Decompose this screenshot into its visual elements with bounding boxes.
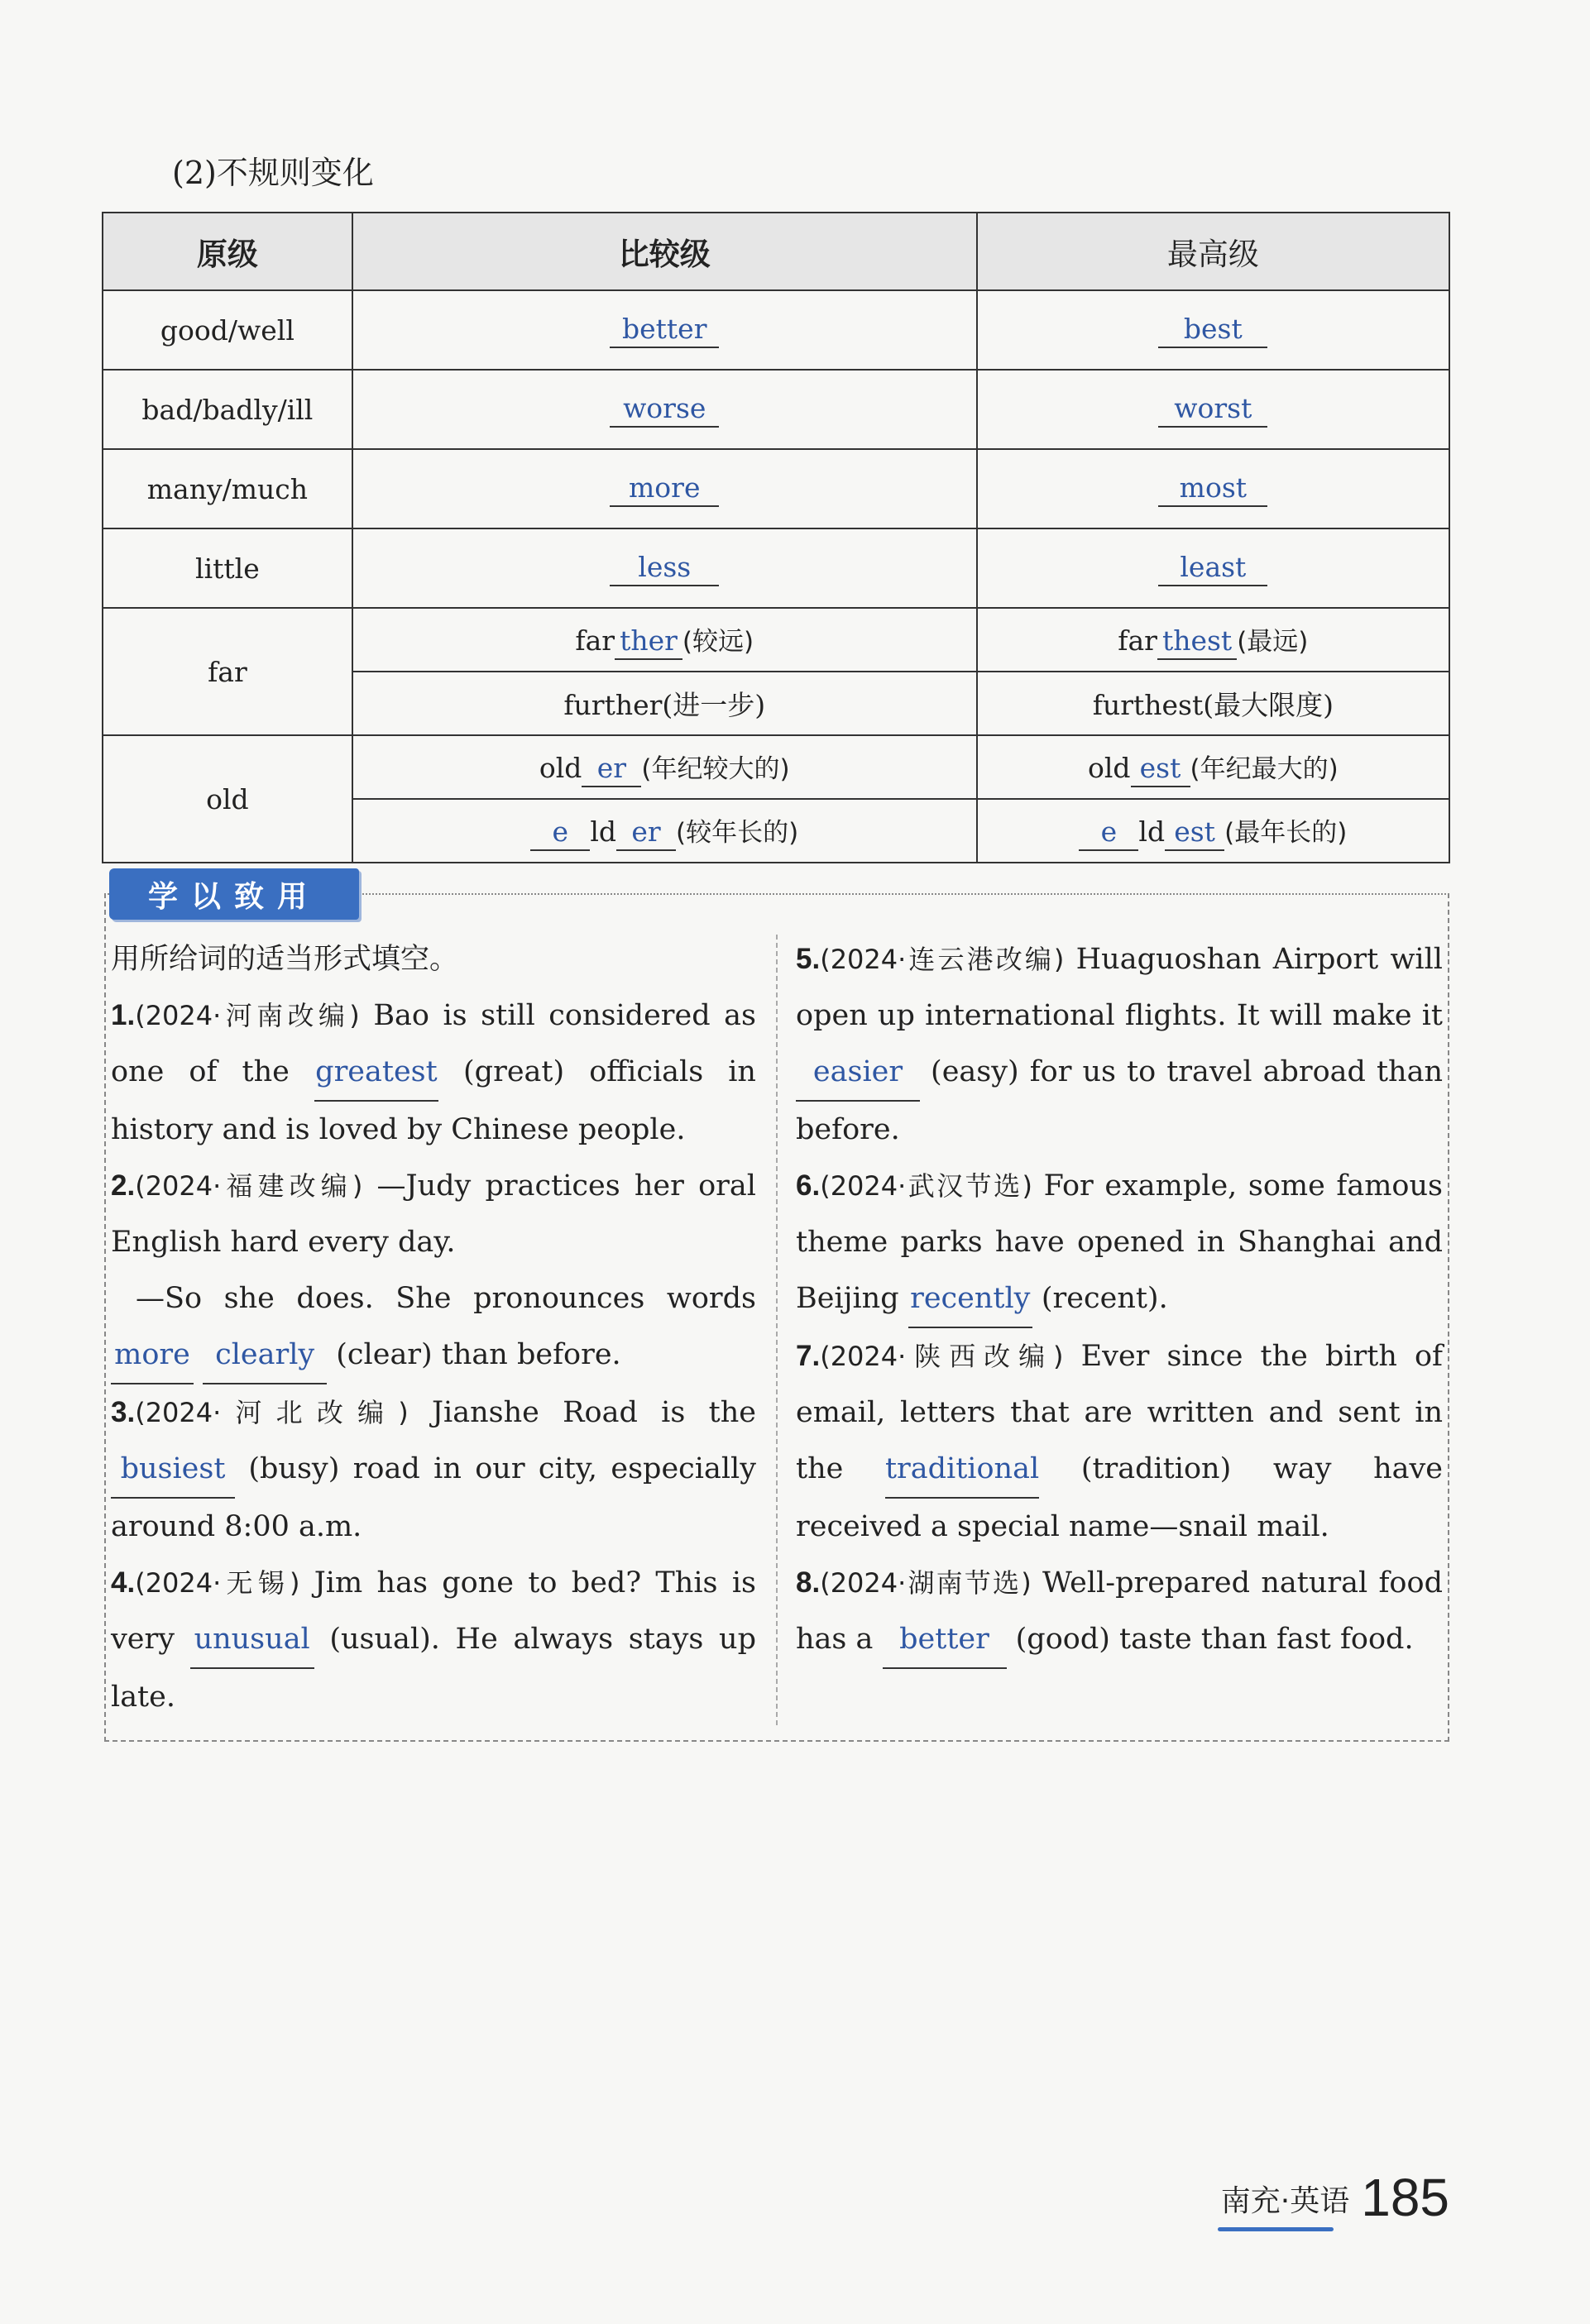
note-text: (年纪较大的) — [641, 753, 790, 784]
question-6 — [796, 1158, 1443, 1328]
answer-blank: more — [111, 1327, 194, 1384]
note-text: (最年长的) — [1224, 817, 1348, 848]
question-text: (busy) road in our city, especially around 8:00 a.m. — [111, 1452, 756, 1543]
stem-text: old — [539, 751, 582, 784]
question-source: (2024·连云港改编) — [820, 944, 1065, 975]
question-1 — [111, 987, 756, 1158]
superlative-cell — [977, 290, 1449, 370]
question-source: (2024·河南改编) — [135, 1000, 360, 1031]
question-text: Jim has gone to bed? This is very — [111, 1566, 756, 1656]
question-text: —So she does. She pronounces words — [136, 1282, 756, 1315]
irregular-forms-table — [102, 212, 1450, 863]
question-number: 5. — [796, 943, 821, 975]
answer-blank: recently — [908, 1270, 1032, 1328]
answer-blank: busiest — [111, 1441, 235, 1499]
answer-text: most — [1158, 471, 1267, 507]
header-base: 原级 — [103, 213, 352, 290]
question-text: Bao is still considered as one of the — [111, 999, 756, 1088]
question-source: (2024·无锡) — [135, 1567, 300, 1599]
base-cell-far: far — [103, 608, 352, 735]
answer-blank: greatest — [314, 1044, 438, 1102]
question-text: (usual). He always stays up late. — [111, 1623, 756, 1714]
question-text: (tradition) way have received a special name—snail mail. — [796, 1452, 1443, 1543]
question-4 — [111, 1555, 756, 1725]
comparative-cell — [352, 608, 977, 672]
superlative-cell — [977, 799, 1449, 863]
superlative-cell: furthest(最大限度) — [977, 672, 1449, 735]
note-text: (最远) — [1237, 626, 1309, 657]
answer-text: least — [1158, 551, 1267, 586]
question-source: (2024·湖南节选) — [820, 1567, 1032, 1599]
base-cell: many/much — [103, 449, 352, 528]
comparative-cell — [352, 528, 977, 608]
page-footer — [1221, 2167, 1449, 2228]
question-text: (good) taste than fast food. — [1015, 1623, 1414, 1656]
base-cell: good/well — [103, 290, 352, 370]
question-3 — [111, 1384, 756, 1555]
footer-label: 南充·英语 — [1220, 2184, 1350, 2218]
section-title: (2)不规则变化 — [172, 155, 374, 191]
page-number: 185 — [1361, 2168, 1449, 2227]
exercise-column-right — [796, 931, 1443, 1669]
comparative-cell: further(进一步) — [352, 672, 977, 735]
question-text: (easy) for us to travel abroad than before. — [796, 1055, 1443, 1146]
answer-text: est — [1165, 815, 1224, 851]
question-text: Well-prepared natural food has a — [796, 1566, 1443, 1656]
base-cell: little — [103, 528, 352, 608]
question-number: 2. — [111, 1169, 136, 1202]
comparative-cell — [352, 799, 977, 863]
question-7 — [796, 1328, 1443, 1555]
answer-blank: clearly — [203, 1327, 327, 1384]
superlative-cell — [977, 735, 1449, 799]
question-source: (2024·武汉节选) — [820, 1170, 1033, 1202]
column-divider — [776, 935, 778, 1725]
question-text: Huaguoshan Airport will open up international flights. It will make it — [796, 943, 1443, 1032]
answer-blank: unusual — [190, 1611, 314, 1669]
answer-text: better — [610, 313, 719, 348]
section-badge: 学以致用 — [109, 868, 359, 920]
question-number: 8. — [796, 1566, 821, 1599]
superlative-cell — [977, 608, 1449, 672]
question-text: (great) officials in history and is loved by Chinese people. — [111, 1055, 756, 1146]
exercise-instruction: 用所给词的适当形式填空。 — [111, 943, 459, 976]
table-row-old-1 — [103, 735, 1449, 799]
answer-text: thest — [1157, 624, 1237, 660]
table-row — [103, 370, 1449, 449]
stem-text: old — [1087, 751, 1131, 784]
question-text: (clear) than before. — [336, 1338, 621, 1371]
answer-text: e — [530, 815, 590, 851]
answer-text: er — [616, 815, 676, 851]
exercise-column-left — [111, 931, 756, 1725]
question-text: (recent). — [1041, 1282, 1168, 1315]
question-source: (2024·陕西改编) — [820, 1341, 1064, 1372]
answer-blank: easier — [796, 1044, 920, 1102]
answer-text: best — [1158, 313, 1267, 348]
footer-accent-line — [1218, 2227, 1334, 2231]
question-source: (2024·河北改编) — [135, 1397, 409, 1428]
stem-text: far — [1118, 624, 1157, 657]
answer-text: more — [610, 471, 719, 507]
answer-text: worst — [1158, 392, 1267, 428]
answer-text: er — [582, 752, 641, 787]
question-8 — [796, 1555, 1443, 1669]
question-source: (2024·福建改编) — [135, 1170, 363, 1202]
stem-text: ld — [1138, 815, 1166, 848]
comparative-cell — [352, 370, 977, 449]
superlative-cell — [977, 449, 1449, 528]
question-text: Jianshe Road is the — [432, 1396, 756, 1429]
base-cell: bad/badly/ill — [103, 370, 352, 449]
answer-blank: better — [883, 1611, 1007, 1669]
question-number: 4. — [111, 1566, 136, 1599]
answer-text: less — [610, 551, 719, 586]
answer-text: est — [1131, 752, 1190, 787]
table-row — [103, 290, 1449, 370]
answer-text: worse — [610, 392, 719, 428]
comparative-cell — [352, 449, 977, 528]
stem-text: ld — [590, 815, 616, 848]
superlative-cell — [977, 370, 1449, 449]
question-number: 6. — [796, 1169, 821, 1202]
table-row-far-1 — [103, 608, 1449, 672]
note-text: (较年长的) — [676, 817, 799, 848]
note-text: (年纪最大的) — [1190, 753, 1339, 784]
question-text: Ever since the birth of email, letters that are written and sent in the — [796, 1340, 1443, 1485]
base-cell-old: old — [103, 735, 352, 863]
table-row — [103, 449, 1449, 528]
question-text: For example, some famous theme parks have opened in Shanghai and Beijing — [796, 1169, 1443, 1315]
note-text: (较远) — [682, 626, 754, 657]
question-text: —Judy practices her oral English hard every day. — [111, 1169, 756, 1259]
header-superlative: 最高级 — [977, 213, 1449, 290]
question-number: 1. — [111, 999, 136, 1031]
table-header-row — [103, 213, 1449, 290]
superlative-cell — [977, 528, 1449, 608]
answer-text: e — [1079, 815, 1138, 851]
answer-text: ther — [615, 624, 682, 660]
header-comparative: 比较级 — [352, 213, 977, 290]
question-number: 7. — [796, 1340, 821, 1372]
question-2 — [111, 1158, 756, 1384]
question-number: 3. — [111, 1396, 136, 1428]
comparative-cell — [352, 290, 977, 370]
comparative-cell — [352, 735, 977, 799]
question-5 — [796, 931, 1443, 1158]
table-row — [103, 528, 1449, 608]
answer-blank: traditional — [885, 1441, 1039, 1499]
stem-text: far — [575, 624, 615, 657]
